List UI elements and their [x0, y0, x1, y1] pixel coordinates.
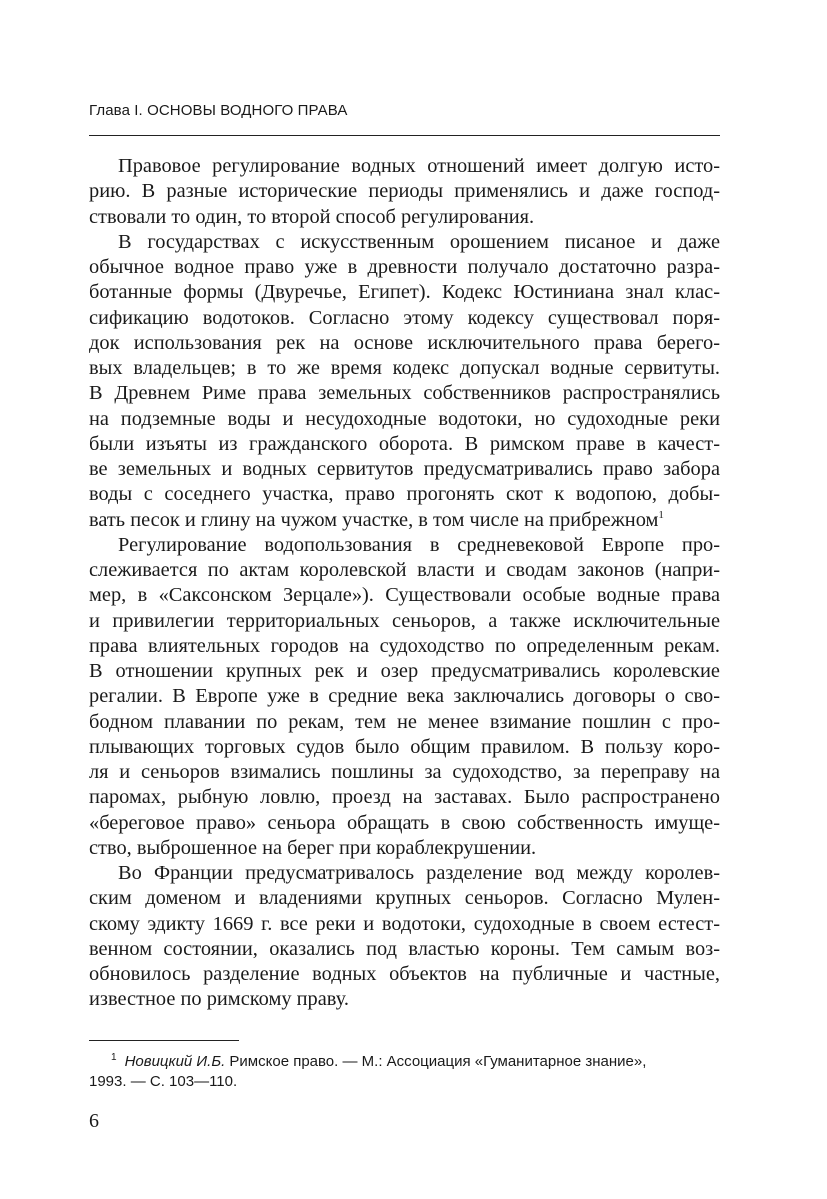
footnote-marker: 1 — [111, 1052, 117, 1063]
text-line-content: вать песок и глину на чужом участке, в том числе на прибрежном — [89, 508, 659, 531]
text-line: воды с соседнего участка, право прогонять скот к водопою, добы- — [89, 483, 720, 506]
text-line: известное по римскому праву. — [89, 988, 349, 1011]
footnote-line: 1993. — С. 103—110. — [89, 1073, 238, 1090]
body-text — [89, 154, 720, 1013]
text-line: мер, в «Саксонском Зерцале»). Существовали особые водные права — [89, 584, 720, 607]
text-line: обновилось разделение водных объектов на публичные и частные, — [89, 963, 720, 985]
text-line: Правовое регулирование водных отношений имеет долгую исто- — [118, 155, 720, 177]
text-line: паромах, рыбную ловлю, проезд на заставах. Было распространено — [89, 786, 720, 809]
footnote-text: Римское право. — М.: Ассоциация «Гуманитарное знание», — [229, 1053, 647, 1070]
footnote — [89, 1052, 720, 1092]
text-line: ство, выброшенное на берег при кораблекрушении. — [89, 836, 537, 859]
text-line: венном состоянии, оказались под властью короны. Тем самым воз- — [89, 937, 720, 960]
text-line: плывающих торговых судов было общим правилом. В пользу коро- — [89, 735, 720, 758]
page-number: 6 — [89, 1110, 99, 1132]
footnote-author: Новицкий И.Б. — [124, 1053, 226, 1070]
text-line: сификацию водотоков. Согласно этому кодексу существовал поря- — [89, 306, 720, 329]
text-line: на подземные воды и несудоходные водотоки, но судоходные реки — [89, 407, 720, 430]
text-line: В Древнем Риме права земельных собственников распространялись — [89, 382, 720, 405]
text-line: ствовали то один, то второй способ регулирования. — [89, 205, 535, 228]
footnote-reference[interactable]: 1 — [658, 508, 664, 521]
text-line: ботанные формы (Двуречье, Египет). Кодекс Юстиниана знал клас- — [89, 281, 720, 304]
text-line-with-footnote — [89, 508, 720, 533]
text-line: док использования рек на основе исключительного права берего- — [89, 331, 720, 354]
text-line: Регулирование водопользования в средневековой Европе про- — [118, 533, 720, 556]
text-line: ля и сеньоров взимались пошлины за судоходство, за переправу на — [89, 761, 720, 783]
text-line: были изъяты из гражданского оборота. В римском праве в качест- — [89, 432, 720, 455]
text-line: бодном плавании по рекам, тем не менее взимание пошлин с про- — [89, 710, 720, 733]
text-line: ским доменом и владениями крупных сеньоров. Согласно Мулен- — [89, 887, 720, 910]
text-line: вых владельцев; в то же время кодекс допускал водные сервитуты. — [89, 357, 720, 379]
footnote-rule — [89, 1040, 239, 1041]
text-line: «береговое право» сеньора обращать в свою собственность имуще- — [89, 811, 720, 834]
text-line: обычное водное право уже в древности получало достаточно разра- — [89, 256, 720, 278]
text-line: скому эдикту 1669 г. все реки и водотоки, судоходные в своем естест- — [89, 912, 720, 935]
header-rule — [89, 135, 720, 136]
text-line: В отношении крупных рек и озер предусматривались королевские — [89, 660, 720, 682]
text-line: В государствах с искусственным орошением писаное и даже — [118, 230, 720, 253]
text-line: и привилегии территориальных сеньоров, а также исключительные — [89, 609, 720, 632]
text-line: права влиятельных городов на судоходство по определенным рекам. — [89, 634, 720, 657]
running-head: Глава I. ОСНОВЫ ВОДНОГО ПРАВА — [89, 102, 348, 119]
text-line: рию. В разные исторические периоды применялись и даже господ- — [89, 180, 720, 203]
text-line: слеживается по актам королевской власти и сводам законов (напри- — [89, 559, 720, 581]
text-line: Во Франции предусматривалось разделение вод между королев- — [118, 862, 720, 884]
text-line: регалии. В Европе уже в средние века заключались договоры о сво- — [89, 685, 720, 708]
text-line: ве земельных и водных сервитутов предусматривались право забора — [89, 458, 720, 480]
footnote-line — [89, 1052, 720, 1072]
